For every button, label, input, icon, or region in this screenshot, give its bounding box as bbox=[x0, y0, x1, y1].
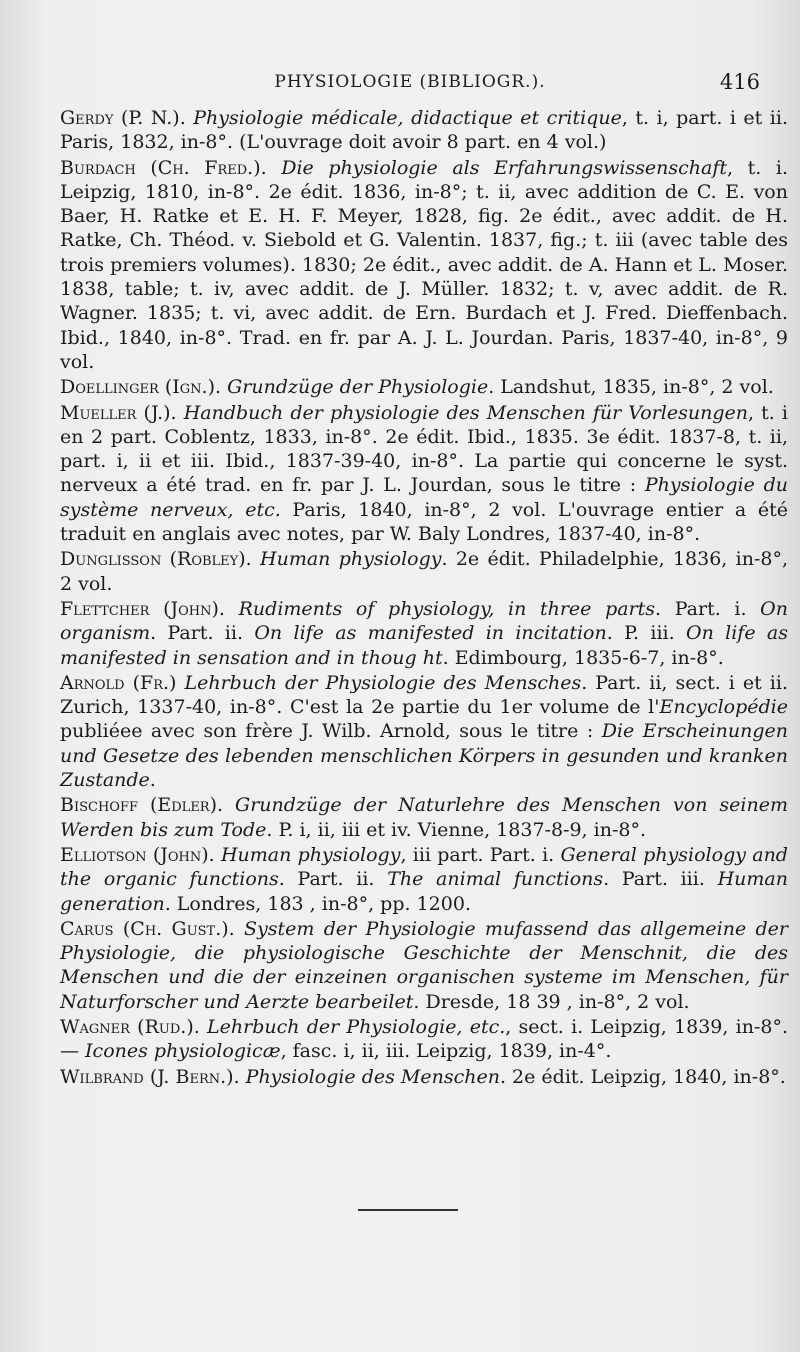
entry-author: Dunglisson (Robley). bbox=[60, 548, 252, 571]
entry-title: Human physiology bbox=[220, 843, 401, 866]
entry-author: Burdach (Ch. Fred.). bbox=[60, 156, 267, 179]
entry-title: Lehrbuch der Physiologie, etc. bbox=[207, 1015, 506, 1038]
bibliography-entry bbox=[60, 106, 788, 155]
entry-text: . P. iii. bbox=[606, 622, 687, 645]
page-header bbox=[60, 72, 760, 100]
entry-text: , t. i. Leipzig, 1810, in-8°. 2e édit. 1836, in-8°; t. ii, avec addition de C. E. von Baer, H. Ratke et E. H. F. Meyer, 1828, fig. 2e édit., avec addit. de H. Ratke, Ch. Théod. v. Siebold et G. Valentin. 1837, fig.; t. iii (avec table des trois premiers volumes). 1830; 2e édit., avec addit. de A. Hann et L. Moser. 1838, table; t. iv, avec addit. de J. Müller. 1832; t. v, avec addit. de R. Wagner. 1835; t. vi, avec addit. de Ern. Burdach et J. Fred. Dieffenbach. Ibid., 1840, in-8°. Trad. en fr. par A. J. L. Jourdan. Paris, 1837-40, in-8°, 9 vol. bbox=[60, 156, 788, 373]
entry-title: System der Physiologie mufassend das allgemeine der Physiologie, die physiologische Geschichte der Menschnit, die des Menschen und die der einzeinen organischen systeme im Menschen, für Naturforscher und Aerzte bearbeilet bbox=[60, 917, 788, 1013]
page-number: 416 bbox=[719, 70, 760, 94]
entry-author: Flettcher (John). bbox=[60, 597, 225, 620]
entry-text: , t. i en 2 part. Coblentz, 1833, in-8°. 2e édit. Ibid., 1835. 3e édit. 1837-8, t. ii, part. i, ii et iii. Ibid., 1837-39-40, in-8°. La partie qui concerne le syst. nerveux a été trad. en fr. par J. L. Jourdan, sous le titre : bbox=[60, 401, 788, 497]
entry-title: General physiology and the organic functions bbox=[60, 843, 788, 891]
entry-title: Lehrbuch der Physiologie des Mensches bbox=[184, 671, 582, 694]
entry-title: Grundzüge der Naturlehre des Menschen von seinem Werden bis zum Tode bbox=[60, 794, 789, 841]
entry-title: Grundzüge der Physiologie bbox=[227, 376, 489, 399]
entry-title: Physiologie des Menschen bbox=[245, 1065, 500, 1088]
entry-text: , sect. i. Leipzig, 1839, in-8°.— bbox=[60, 1015, 789, 1063]
entry-text: . 2e édit. Leipzig, 1840, in-8°. bbox=[499, 1065, 786, 1088]
entry-author: Gerdy (P. N.). bbox=[60, 107, 186, 129]
entry-author: Bischoff (Edler). bbox=[60, 794, 224, 817]
entry-title: On life as manifested in sensation and in thoug ht bbox=[60, 622, 788, 669]
entry-title: Human generation bbox=[60, 868, 788, 915]
bibliography-entry bbox=[60, 671, 788, 792]
bibliography-list bbox=[60, 106, 788, 1089]
entry-title: Human physiology bbox=[260, 548, 442, 571]
entry-text bbox=[235, 918, 244, 940]
entry-title: Handbuch der physiologie des Menschen für Vorlesungen bbox=[183, 401, 748, 424]
entry-text: . Landshut, 1835, in-8°, 2 vol. bbox=[488, 376, 774, 399]
entry-author: Arnold (Fr.) bbox=[60, 671, 177, 694]
entry-title: The animal functions bbox=[387, 868, 604, 891]
entry-title: Icones physiologicæ bbox=[85, 1040, 281, 1063]
entry-text: publiéee avec son frère J. Wilb. Arnold, sous le titre : bbox=[60, 720, 602, 743]
bibliography-entry bbox=[60, 793, 788, 842]
entry-text: , t. i, part. i et ii. Paris, 1832, in-8°. (L'ouvrage doit avoir 8 part. en 4 vol.) bbox=[60, 107, 788, 154]
bibliography-entry bbox=[60, 843, 788, 916]
entry-title: Encyclopédie bbox=[659, 696, 788, 719]
entry-text bbox=[200, 1016, 207, 1038]
entry-text: . Dresde, 18 39 , in-8°, 2 vol. bbox=[413, 990, 690, 1013]
bibliography-entry bbox=[60, 1015, 788, 1064]
entry-text bbox=[267, 157, 282, 179]
bibliography-entry bbox=[60, 401, 788, 547]
entry-text: , iii part. Part. i. bbox=[400, 843, 561, 866]
entry-text: Paris, 1840, in-8°, 2 vol. L'ouvrage entier a été traduit en anglais avec notes, par W. Baly Londres, 1837-40, in-8°. bbox=[60, 498, 788, 546]
entry-text: . Edimbourg, 1835-6-7, in-8°. bbox=[442, 646, 724, 669]
bibliography-entry bbox=[60, 547, 788, 596]
entry-text: . P. i, ii, iii et iv. Vienne, 1837-8-9, in-8°. bbox=[266, 818, 646, 841]
section-divider bbox=[358, 1209, 458, 1211]
entry-title: On life as manifested in incitation bbox=[254, 622, 607, 645]
entry-title: Rudiments of physiology, in three parts bbox=[238, 597, 656, 620]
bibliography-entry bbox=[60, 917, 788, 1014]
entry-text bbox=[177, 402, 184, 424]
entry-text: . Part. ii. bbox=[278, 868, 388, 891]
entry-author: Elliotson (John). bbox=[60, 843, 215, 866]
entry-author: Carus (Ch. Gust.). bbox=[60, 917, 235, 940]
entry-text: . bbox=[149, 769, 156, 792]
entry-title: Physiologie médicale, didactique et critique bbox=[193, 107, 622, 129]
bibliography-entry bbox=[60, 1065, 788, 1089]
entry-title: On organism bbox=[60, 597, 788, 645]
entry-author: Doellinger (Ign.). bbox=[60, 376, 222, 399]
running-title: PHYSIOLOGIE (BIBLIOGR.). bbox=[274, 72, 546, 92]
entry-text: . Part. ii, sect. i et ii. Zurich, 1337-40, in-8°. C'est la 2e partie du 1er volume de l' bbox=[60, 671, 788, 719]
bibliography-entry bbox=[60, 375, 788, 399]
entry-text bbox=[223, 794, 235, 816]
entry-author: Wagner (Rud.). bbox=[60, 1015, 200, 1038]
entry-text bbox=[225, 598, 239, 620]
bibliography-entry bbox=[60, 597, 788, 670]
entry-author: Wilbrand (J. Bern.). bbox=[60, 1065, 240, 1088]
entry-text: . Part. i. bbox=[655, 597, 761, 620]
entry-title: Die physiologie als Erfahrungswissenschaft bbox=[281, 156, 728, 179]
entry-text: . Londres, 183 , in-8°, pp. 1200. bbox=[164, 892, 471, 915]
entry-title: Die Erscheinungen und Gesetze des lebenden menschlichen Körpers in gesunden und kranken Zustande bbox=[60, 720, 788, 792]
entry-title: Physiologie du système nerveux, etc. bbox=[60, 474, 788, 521]
entry-text: . Part. iii. bbox=[603, 868, 718, 891]
bibliography-entry bbox=[60, 156, 788, 375]
entry-text: . Part. ii. bbox=[150, 622, 255, 645]
entry-text: , fasc. i, ii, iii. Leipzig, 1839, in-4°. bbox=[280, 1040, 612, 1063]
entry-text bbox=[252, 548, 260, 570]
entry-author: Mueller (J.). bbox=[60, 401, 177, 424]
entry-text: . 2e édit. Philadelphie, 1836, in-8°, 2 vol. bbox=[60, 548, 788, 595]
